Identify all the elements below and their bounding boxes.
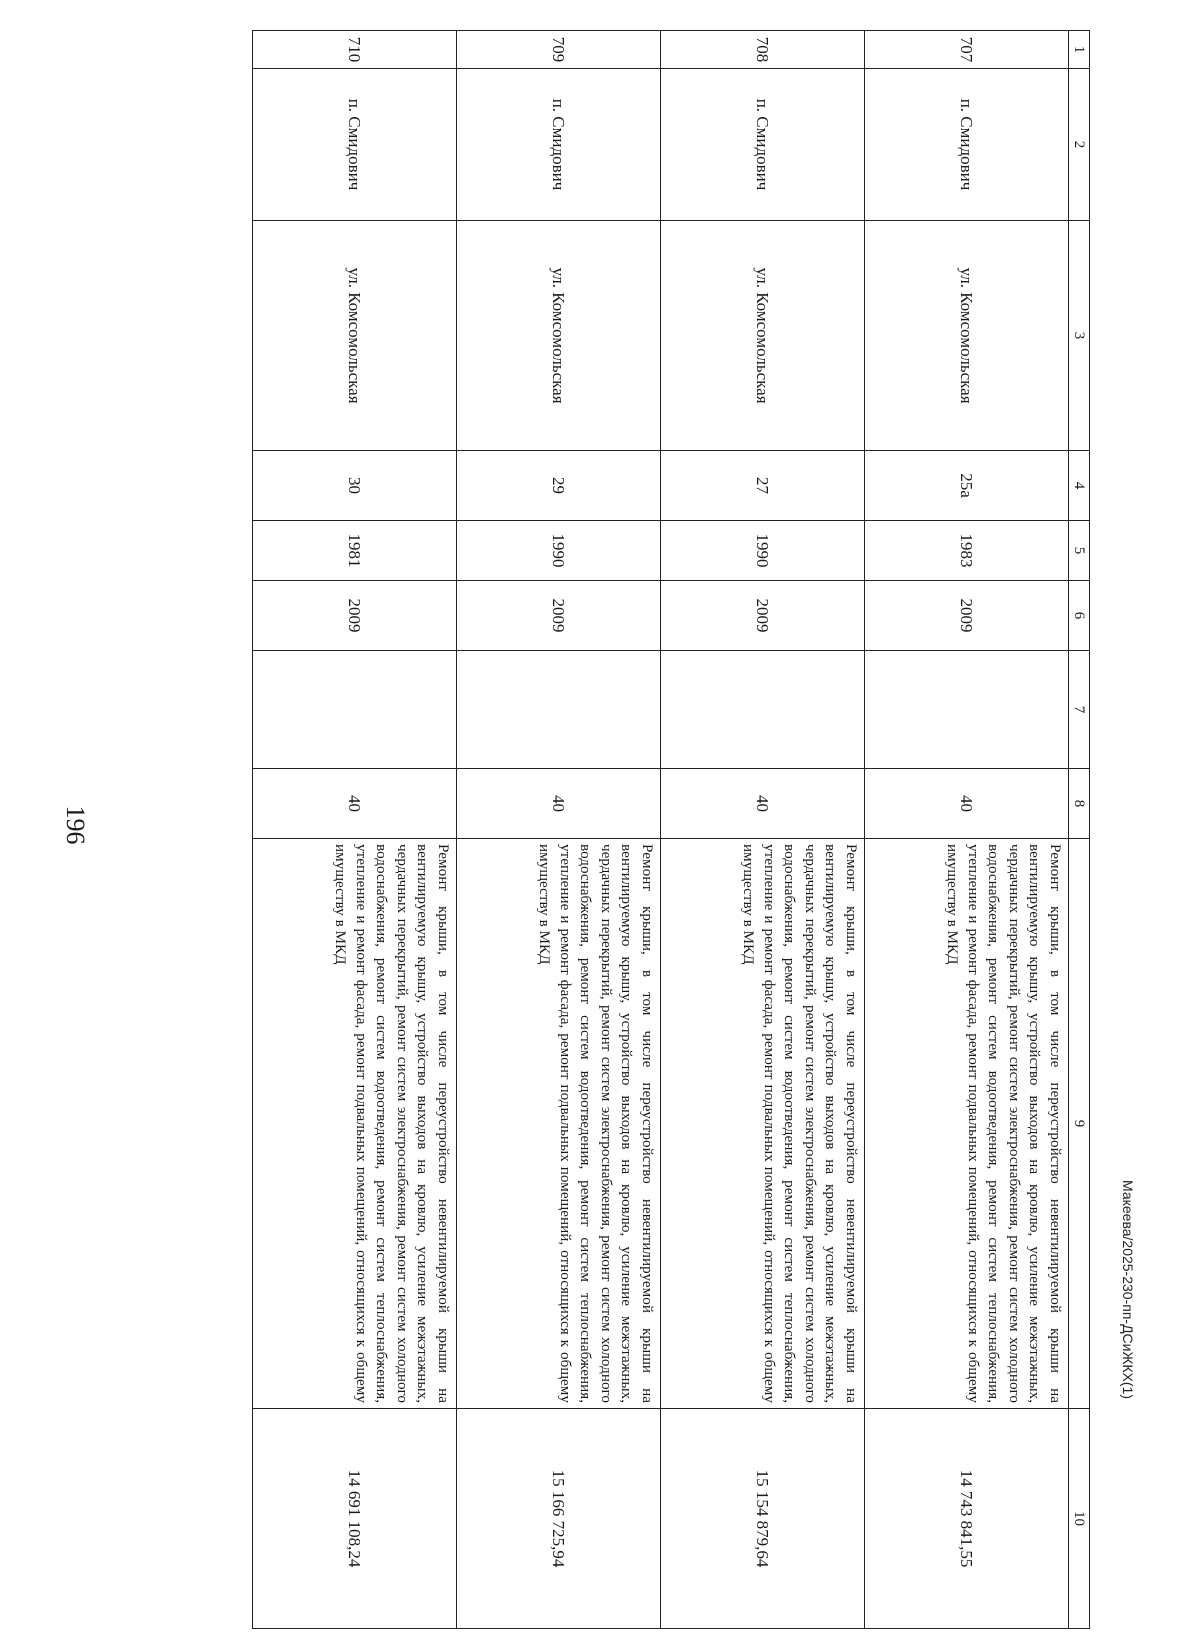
col-number: 10 xyxy=(1069,1409,1090,1629)
value-cell: 40 xyxy=(253,769,457,839)
year-cell: 2009 xyxy=(457,581,661,651)
year-built: 1990 xyxy=(661,521,865,581)
table-row xyxy=(457,31,661,1629)
col-number: 4 xyxy=(1069,451,1090,521)
work-description: Ремонт крыши, в том числе переустройство невентилируемой крыши на вентилируемую крышу, устройство выходов на кровлю, усиление межэтажных, чердачных перекрытий, ремонт систем электроснабжения, ремонт систем холодного водоснабжения, ремонт систем водоотведения, ремонт систем теплоснабжения, утепление и ремонт фасада, ремонт подвальных помещений, относящихся к общему имуществу в МКД xyxy=(253,839,457,1409)
street: ул. Комсомольская xyxy=(457,221,661,451)
year-cell: 2009 xyxy=(865,581,1069,651)
settlement: п. Смидович xyxy=(457,69,661,221)
repair-register-table xyxy=(252,30,1090,1629)
page-number: 196 xyxy=(61,805,90,845)
table-row xyxy=(253,31,457,1629)
column-number-row xyxy=(1069,31,1090,1629)
row-number: 707 xyxy=(865,31,1069,69)
cost-value: 14 743 841,55 xyxy=(865,1409,1069,1629)
table-row xyxy=(865,31,1069,1629)
value-cell: 40 xyxy=(457,769,661,839)
year-cell: 2009 xyxy=(661,581,865,651)
empty-cell xyxy=(661,651,865,769)
work-description: Ремонт крыши, в том числе переустройство невентилируемой крыши на вентилируемую крышу, устройство выходов на кровлю, усиление межэтажных, чердачных перекрытий, ремонт систем электроснабжения, ремонт систем холодного водоснабжения, ремонт систем водоотведения, ремонт систем теплоснабжения, утепление и ремонт фасада, ремонт подвальных помещений, относящихся к общему имуществу в МКД xyxy=(661,839,865,1409)
cost-value: 15 166 725,94 xyxy=(457,1409,661,1629)
col-number: 5 xyxy=(1069,521,1090,581)
house-number: 25а xyxy=(865,451,1069,521)
settlement: п. Смидович xyxy=(253,69,457,221)
house-number: 30 xyxy=(253,451,457,521)
col-number: 7 xyxy=(1069,651,1090,769)
empty-cell xyxy=(865,651,1069,769)
street: ул. Комсомольская xyxy=(253,221,457,451)
col-number: 3 xyxy=(1069,221,1090,451)
work-description: Ремонт крыши, в том числе переустройство невентилируемой крыши на вентилируемую крышу, устройство выходов на кровлю, усиление межэтажных, чердачных перекрытий, ремонт систем электроснабжения, ремонт систем холодного водоснабжения, ремонт систем водоотведения, ремонт систем теплоснабжения, утепление и ремонт фасада, ремонт подвальных помещений, относящихся к общему имуществу в МКД xyxy=(457,839,661,1409)
cost-value: 15 154 879,64 xyxy=(661,1409,865,1629)
house-number: 29 xyxy=(457,451,661,521)
year-cell: 2009 xyxy=(253,581,457,651)
year-built: 1990 xyxy=(457,521,661,581)
empty-cell xyxy=(457,651,661,769)
street: ул. Комсомольская xyxy=(865,221,1069,451)
value-cell: 40 xyxy=(661,769,865,839)
settlement: п. Смидович xyxy=(865,69,1069,221)
row-number: 708 xyxy=(661,31,865,69)
value-cell: 40 xyxy=(865,769,1069,839)
document-reference: Макеева/2025-230-пп-ДСиЖКХ(1) xyxy=(1120,1180,1136,1400)
table-row xyxy=(661,31,865,1629)
col-number: 1 xyxy=(1069,31,1090,69)
row-number: 710 xyxy=(253,31,457,69)
house-number: 27 xyxy=(661,451,865,521)
year-built: 1983 xyxy=(865,521,1069,581)
year-built: 1981 xyxy=(253,521,457,581)
empty-cell xyxy=(253,651,457,769)
cost-value: 14 691 108,24 xyxy=(253,1409,457,1629)
col-number: 2 xyxy=(1069,69,1090,221)
settlement: п. Смидович xyxy=(661,69,865,221)
row-number: 709 xyxy=(457,31,661,69)
work-description: Ремонт крыши, в том числе переустройство невентилируемой крыши на вентилируемую крышу, устройство выходов на кровлю, усиление межэтажных, чердачных перекрытий, ремонт систем электроснабжения, ремонт систем холодного водоснабжения, ремонт систем водоотведения, ремонт систем теплоснабжения, утепление и ремонт фасада, ремонт подвальных помещений, относящихся к общему имуществу в МКД xyxy=(865,839,1069,1409)
col-number: 6 xyxy=(1069,581,1090,651)
col-number: 9 xyxy=(1069,839,1090,1409)
col-number: 8 xyxy=(1069,769,1090,839)
street: ул. Комсомольская xyxy=(661,221,865,451)
